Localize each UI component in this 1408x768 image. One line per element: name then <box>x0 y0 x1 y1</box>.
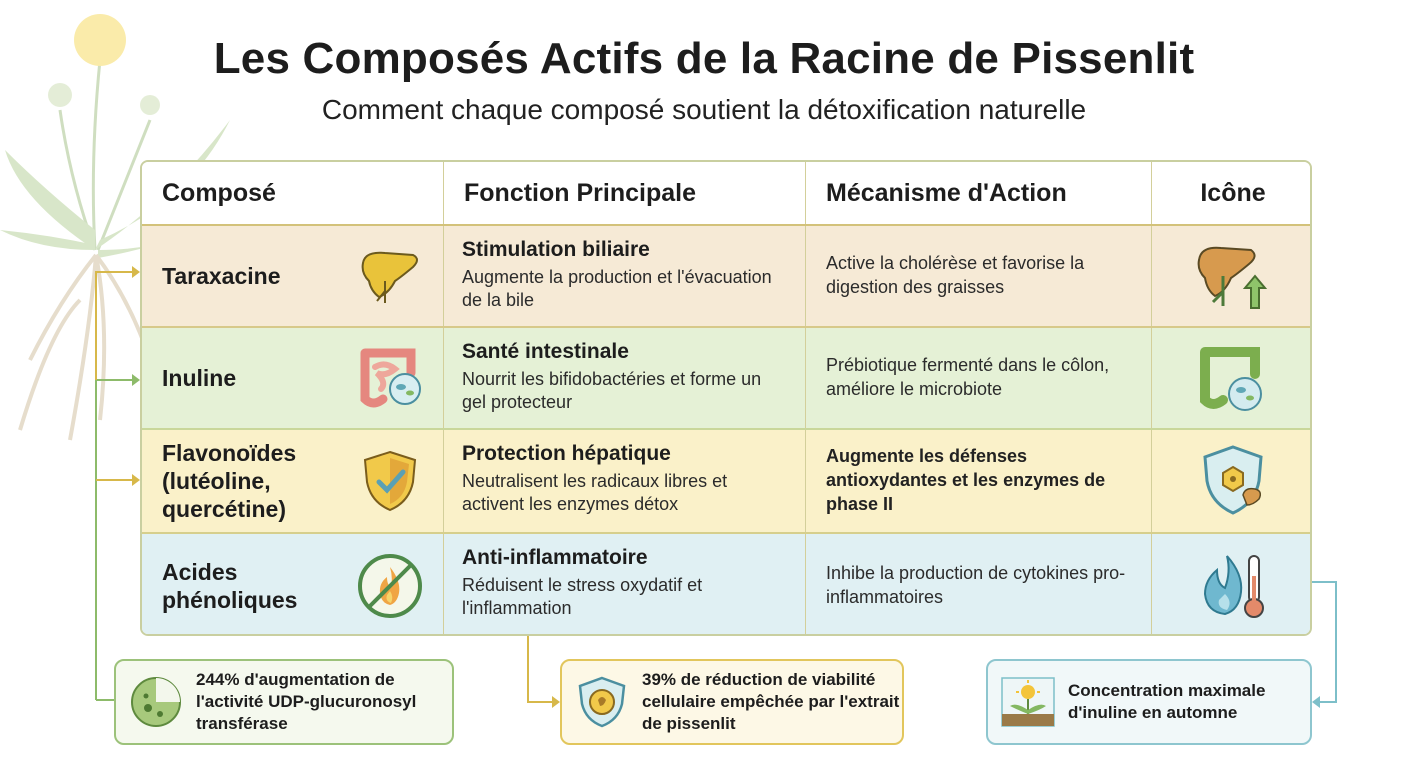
mechanism-cell: Inhibe la production de cytokines pro-inflammatoires <box>806 534 1152 636</box>
header-icone: Icône <box>1200 178 1266 207</box>
icon-cell <box>1152 226 1312 326</box>
compound-name: Inuline <box>162 364 237 391</box>
shield-check-icon <box>355 446 425 516</box>
mechanism-cell: Active la cholérèse et favorise la digestion des graisses <box>806 226 1152 326</box>
compound-name: Acides phénoliques <box>162 558 298 613</box>
page-subtitle: Comment chaque composé soutient la détoxification naturelle <box>321 94 1087 125</box>
compound-cell <box>142 430 444 532</box>
compound-name: Taraxacine <box>162 262 281 289</box>
intestine-bacteria-icon <box>355 343 425 413</box>
liver-up-arrow-icon <box>1193 236 1273 316</box>
function-cell <box>444 534 806 636</box>
fact-box-ugt <box>114 659 454 745</box>
compounds-table <box>140 160 1312 636</box>
function-title: Anti-inflammatoire <box>462 546 648 569</box>
shield-cell-icon <box>574 674 630 730</box>
function-title: Protection hépatique <box>462 442 671 465</box>
table-row <box>142 328 1312 430</box>
table-row <box>142 430 1312 534</box>
fact-box-viability <box>560 659 904 745</box>
cell-icon <box>128 674 184 730</box>
icon-cell <box>1152 534 1312 636</box>
mechanism-cell: Augmente les défenses antioxydantes et les enzymes de phase II <box>806 430 1152 532</box>
compound-cell <box>142 328 444 428</box>
function-description: Nourrit les bifidobactéries et forme un gel protecteur <box>462 369 762 413</box>
compound-cell <box>142 226 444 326</box>
dandelion-field-icon <box>1000 674 1056 730</box>
fact-text: Concentration maximale d'inuline en automne <box>1068 680 1266 722</box>
page-title: Les Composés Actifs de la Racine de Pissenlit <box>213 34 1195 83</box>
function-title: Santé intestinale <box>462 340 629 363</box>
no-fire-icon <box>355 551 425 621</box>
header-mecanisme: Mécanisme d'Action <box>806 162 1152 224</box>
function-title: Stimulation biliaire <box>462 238 650 261</box>
fact-text: 39% de réduction de viabilité cellulaire empêchée par l'extrait de pissenlit <box>642 669 900 734</box>
fact-text: 244% d'augmentation de l'activité UDP-glucuronosyl transférase <box>196 669 417 734</box>
function-cell <box>444 430 806 532</box>
liver-icon <box>355 241 425 311</box>
table-row <box>142 534 1312 636</box>
header-fonction: Fonction Principale <box>444 162 806 224</box>
shield-molecule-liver-icon <box>1193 441 1273 521</box>
table-row <box>142 226 1312 328</box>
function-description: Neutralisent les radicaux libres et activent les enzymes détox <box>462 471 728 515</box>
function-cell <box>444 328 806 428</box>
mechanism-cell: Prébiotique fermenté dans le côlon, améliore le microbiote <box>806 328 1152 428</box>
function-description: Augmente la production et l'évacuation de la bile <box>462 267 772 311</box>
flame-thermometer-icon <box>1193 546 1273 626</box>
icon-cell <box>1152 328 1312 428</box>
function-description: Réduisent le stress oxydatif et l'inflammation <box>462 575 703 619</box>
table-header-row <box>142 162 1312 226</box>
header-compose: Composé <box>142 162 444 224</box>
intestine-microbe-icon <box>1193 338 1273 418</box>
compound-cell <box>142 534 444 636</box>
function-cell <box>444 226 806 326</box>
compound-name: Flavonoïdes (lutéoline, quercétine) <box>162 439 297 523</box>
fact-box-inulin <box>986 659 1312 745</box>
icon-cell <box>1152 430 1312 532</box>
